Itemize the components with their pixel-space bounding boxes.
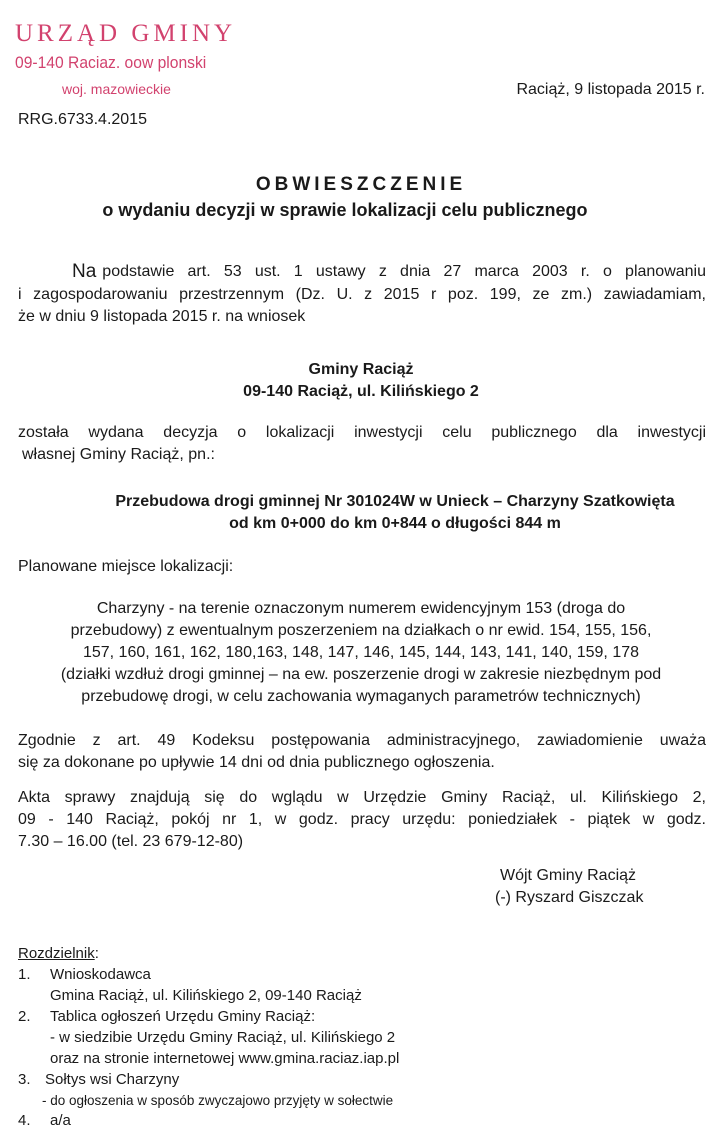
list-item: a/a (50, 1112, 71, 1129)
distribution-colon: : (94, 945, 99, 962)
reference-number: RRG.6733.4.2015 (18, 111, 147, 128)
investment-title-line-1: Przebudowa drogi gminnej Nr 301024W w Unieck – Charzyny Szatkowięta (115, 493, 675, 510)
item-number: 4. (18, 1112, 31, 1129)
list-item: - do ogłoszenia w sposób zwyczajowo przyjęty w sołectwie (42, 1093, 394, 1108)
para1-line-2: i zagospodarowaniu przestrzennym (Dz. U. z 2015 r poz. 199, ze zm.) zawiadamiam, (18, 286, 706, 303)
para2-line-2: własnej Gminy Raciąż, pn.: (22, 446, 215, 463)
list-item: Tablica ogłoszeń Urzędu Gminy Raciąż: (50, 1008, 316, 1025)
page-title: OBWIESZCZENIE (255, 174, 467, 195)
item-number: 1. (18, 966, 31, 983)
page-subtitle: o wydaniu decyzji w sprawie lokalizacji celu publicznego (102, 200, 588, 220)
investment-title-line-2: od km 0+000 do km 0+844 o długości 844 m (229, 515, 561, 532)
location-label: Planowane miejsce lokalizacji: (18, 558, 234, 575)
para4-line-2: 09 - 140 Raciąż, pokój nr 1, w godz. pracy urzędu: poniedziałek - piątek w godz. (18, 811, 706, 828)
para1-line-3: że w dniu 9 listopada 2015 r. na wniosek (18, 308, 306, 325)
list-item: Sołtys wsi Charzyny (45, 1071, 180, 1088)
signature-name: (-) Ryszard Giszczak (495, 889, 644, 906)
signature-title: Wójt Gminy Raciąż (500, 867, 637, 884)
document-date: Raciąż, 9 listopada 2015 r. (516, 81, 705, 98)
para1-line-1: podstawie art. 53 ust. 1 ustawy z dnia 27 marca 2003 r. o planowaniu (102, 263, 706, 280)
location-line: przebudowy) z ewentualnym poszerzeniem na działkach o nr ewid. 154, 155, 156, (70, 622, 652, 639)
stamp-line-1: URZĄD GMINY (15, 20, 237, 47)
para4-line-3: 7.30 – 16.00 (tel. 23 679-12-80) (18, 833, 244, 850)
list-item: Wnioskodawca (50, 966, 151, 983)
stamp-line-3: woj. mazowieckie (62, 81, 171, 97)
location-line: Charzyny - na terenie oznaczonym numerem ewidencyjnym 153 (droga do (96, 600, 626, 617)
applicant-name: Gminy Raciąż (308, 361, 414, 378)
list-item: Gmina Raciąż, ul. Kilińskiego 2, 09-140 Raciąż (50, 987, 362, 1004)
para2-line-1: została wydana decyzja o lokalizacji inwestycji celu publicznego dla inwestycji (18, 424, 706, 441)
lead-word: Na (72, 261, 97, 282)
item-number: 3. (18, 1071, 31, 1088)
list-item: - w siedzibie Urzędu Gminy Raciąż, ul. Kilińskiego 2 (50, 1029, 396, 1046)
applicant-address: 09-140 Raciąż, ul. Kilińskiego 2 (243, 383, 479, 400)
location-line: przebudowę drogi, w celu zachowania wymaganych parametrów technicznych) (81, 688, 641, 705)
list-item: oraz na stronie internetowej www.gmina.raciaz.iap.pl (50, 1050, 400, 1067)
stamp-line-2: 09-140 Raciaz. oow plonski (15, 53, 207, 72)
item-number: 2. (18, 1008, 31, 1025)
para3-line-1: Zgodnie z art. 49 Kodeksu postępowania administracyjnego, zawiadomienie uważa (18, 732, 706, 749)
location-line: (działki wzdłuż drogi gminnej – na ew. poszerzenie drogi w zakresie niezbędnym pod (60, 666, 662, 683)
distribution-label: Rozdzielnik (18, 945, 95, 962)
location-line: 157, 160, 161, 162, 180,163, 148, 147, 146, 145, 144, 143, 141, 140, 159, 178 (82, 644, 640, 661)
para3-line-2: się za dokonane po upływie 14 dni od dnia publicznego ogłoszenia. (18, 754, 495, 771)
para4-line-1: Akta sprawy znajdują się do wglądu w Urzędzie Gminy Raciąż, ul. Kilińskiego 2, (18, 789, 706, 806)
